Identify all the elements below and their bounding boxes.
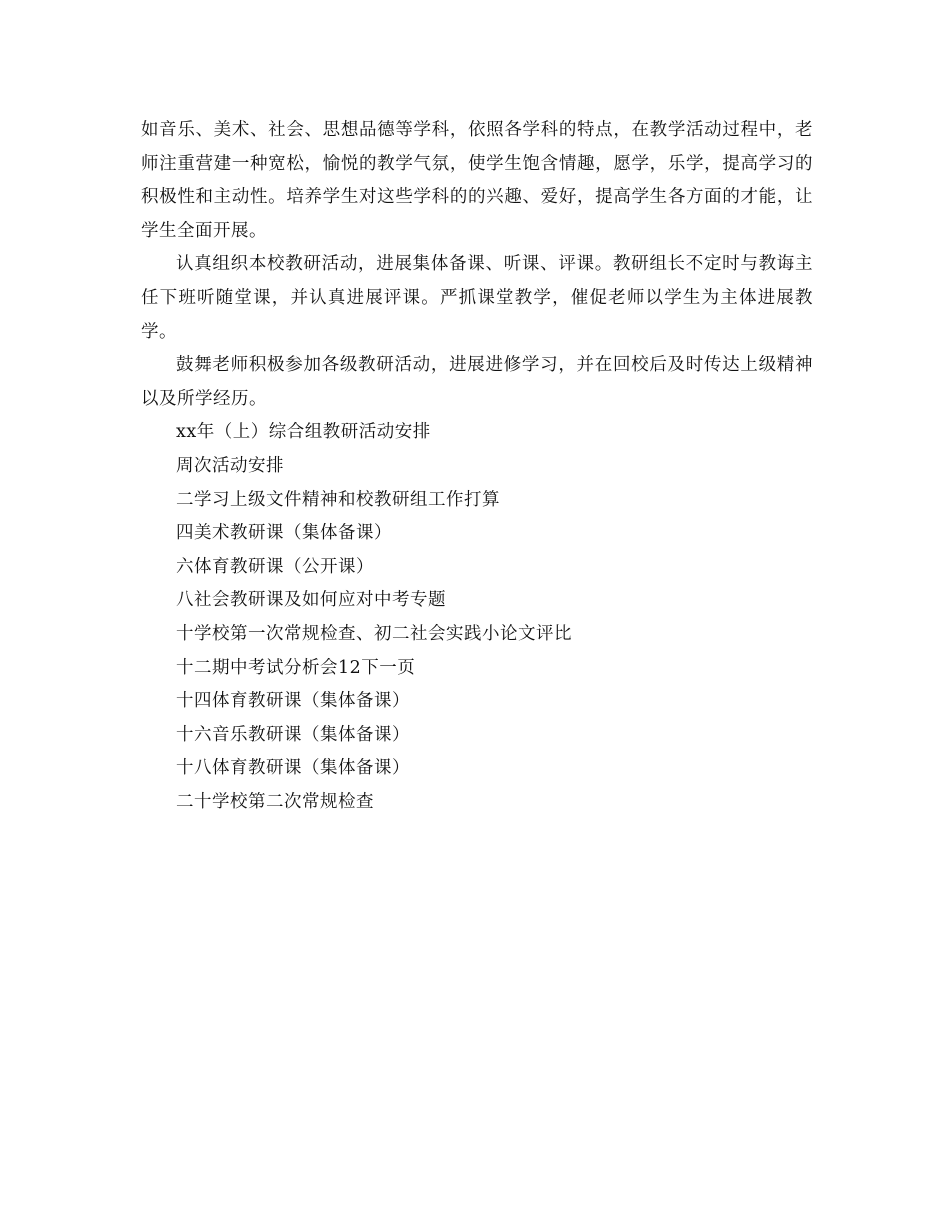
schedule-item: 十四体育教研课（集体备课） bbox=[176, 691, 410, 712]
schedule-item: 十二期中考试分析会12下一页 bbox=[176, 657, 416, 678]
schedule-item: 十八体育教研课（集体备课） bbox=[176, 758, 410, 779]
schedule-item: 八社会教研课及如何应对中考专题 bbox=[176, 590, 446, 611]
schedule-item: 二学习上级文件精神和校教研组工作打算 bbox=[176, 489, 500, 510]
schedule-item: 二十学校第二次常规检查 bbox=[176, 791, 374, 812]
paragraph-teaching-research: 认真组织本校教研活动，进展集体备课、听课、评课。教研组长不定时与教诲主任下班听随堂课，并认真进展评课。严抓课堂教学，催促老师以学生为主体进展教学。 bbox=[141, 254, 813, 342]
schedule-item: 十学校第一次常规检查、初二社会实践小论文评比 bbox=[176, 623, 572, 644]
document-body bbox=[141, 114, 813, 819]
paragraph-encourage-teachers: 鼓舞老师积极参加各级教研活动，进展进修学习，并在回校后及时传达上级精神以及所学经历。 bbox=[141, 355, 813, 409]
paragraph-subjects: 如音乐、美术、社会、思想品德等学科，依照各学科的特点，在教学活动过程中，老师注重营建一种宽松，愉悦的教学气氛，使学生饱含情趣，愿学，乐学，提高学习的积极性和主动性。培养学生对这些学科的的兴趣、爱好，提高学生各方面的才能，让学生全面开展。 bbox=[141, 120, 813, 241]
schedule-item: 四美术教研课（集体备课） bbox=[176, 523, 392, 544]
schedule-title: xx年（上）综合组教研活动安排 bbox=[176, 422, 431, 443]
schedule-item: 六体育教研课（公开课） bbox=[176, 556, 374, 577]
schedule-header: 周次活动安排 bbox=[176, 455, 284, 476]
schedule-list bbox=[141, 416, 813, 819]
schedule-item: 十六音乐教研课（集体备课） bbox=[176, 724, 410, 745]
